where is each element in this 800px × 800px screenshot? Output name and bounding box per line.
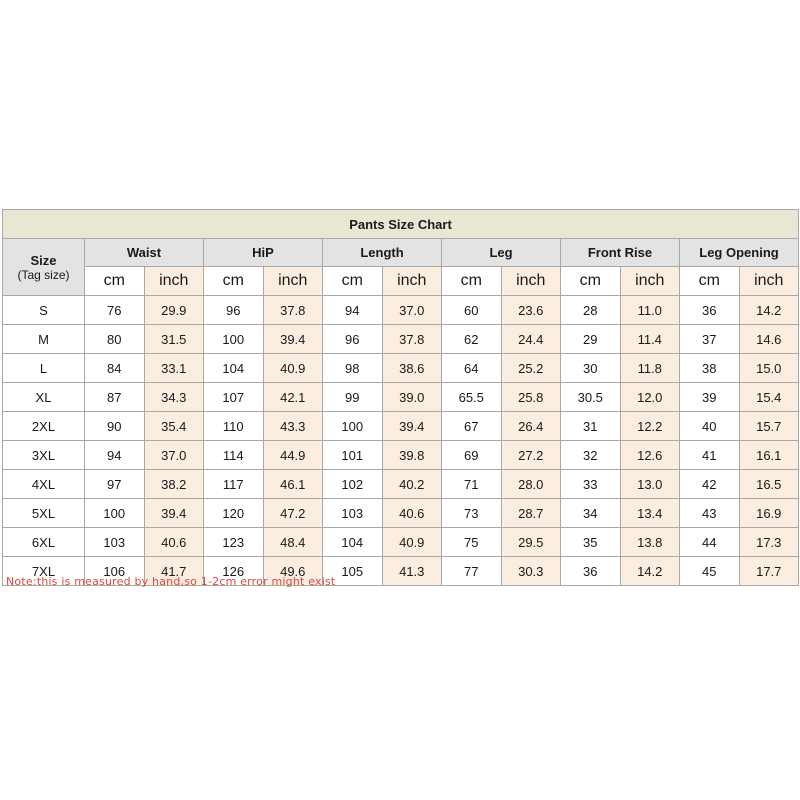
inch-value-cell: 28.7 <box>501 499 561 528</box>
cm-value-cell: 75 <box>442 528 502 557</box>
inch-value-cell: 26.4 <box>501 412 561 441</box>
cm-value-cell: 94 <box>323 296 383 325</box>
inch-value-cell: 14.6 <box>739 325 799 354</box>
unit-inch: inch <box>501 267 561 296</box>
table-row <box>3 470 799 499</box>
cm-value-cell: 30.5 <box>561 383 621 412</box>
cm-value-cell: 110 <box>204 412 264 441</box>
cm-value-cell: 120 <box>204 499 264 528</box>
cm-value-cell: 84 <box>85 354 145 383</box>
cm-value-cell: 100 <box>204 325 264 354</box>
cm-value-cell: 103 <box>85 528 145 557</box>
cm-value-cell: 117 <box>204 470 264 499</box>
size-cell: L <box>3 354 85 383</box>
inch-value-cell: 29.5 <box>501 528 561 557</box>
inch-value-cell: 30.3 <box>501 557 561 586</box>
inch-value-cell: 37.8 <box>382 325 442 354</box>
inch-value-cell: 15.4 <box>739 383 799 412</box>
unit-inch: inch <box>620 267 680 296</box>
inch-value-cell: 27.2 <box>501 441 561 470</box>
cm-value-cell: 29 <box>561 325 621 354</box>
inch-value-cell: 39.4 <box>382 412 442 441</box>
chart-title: Pants Size Chart <box>3 210 799 239</box>
cm-value-cell: 62 <box>442 325 502 354</box>
size-cell: 7XL <box>3 557 85 586</box>
unit-header-row <box>3 267 799 296</box>
cm-value-cell: 97 <box>85 470 145 499</box>
size-cell: 3XL <box>3 441 85 470</box>
group-header-front-rise: Front Rise <box>561 239 680 267</box>
cm-value-cell: 90 <box>85 412 145 441</box>
inch-value-cell: 23.6 <box>501 296 561 325</box>
inch-value-cell: 12.6 <box>620 441 680 470</box>
cm-value-cell: 73 <box>442 499 502 528</box>
inch-value-cell: 29.9 <box>144 296 204 325</box>
inch-value-cell: 15.7 <box>739 412 799 441</box>
inch-value-cell: 37.0 <box>144 441 204 470</box>
size-cell: M <box>3 325 85 354</box>
cm-value-cell: 101 <box>323 441 383 470</box>
measurement-note: Note:this is measured by hand,so 1-2cm error might exist <box>6 575 336 588</box>
size-rows <box>3 296 799 586</box>
cm-value-cell: 28 <box>561 296 621 325</box>
inch-value-cell: 14.2 <box>620 557 680 586</box>
table-row <box>3 441 799 470</box>
cm-value-cell: 64 <box>442 354 502 383</box>
inch-value-cell: 11.8 <box>620 354 680 383</box>
cm-value-cell: 76 <box>85 296 145 325</box>
cm-value-cell: 107 <box>204 383 264 412</box>
cm-value-cell: 69 <box>442 441 502 470</box>
group-header-row <box>3 239 799 267</box>
inch-value-cell: 39.4 <box>263 325 323 354</box>
unit-cm: cm <box>85 267 145 296</box>
group-header-hip: HiP <box>204 239 323 267</box>
cm-value-cell: 38 <box>680 354 740 383</box>
table-row <box>3 296 799 325</box>
size-header-label: Size <box>30 252 57 268</box>
inch-value-cell: 34.3 <box>144 383 204 412</box>
unit-inch: inch <box>382 267 442 296</box>
size-cell: 5XL <box>3 499 85 528</box>
unit-cm: cm <box>323 267 383 296</box>
inch-value-cell: 49.6 <box>263 557 323 586</box>
title-row <box>3 210 799 239</box>
inch-value-cell: 43.3 <box>263 412 323 441</box>
cm-value-cell: 37 <box>680 325 740 354</box>
table-row <box>3 354 799 383</box>
inch-value-cell: 37.8 <box>263 296 323 325</box>
inch-value-cell: 13.0 <box>620 470 680 499</box>
size-cell: S <box>3 296 85 325</box>
cm-value-cell: 65.5 <box>442 383 502 412</box>
inch-value-cell: 11.4 <box>620 325 680 354</box>
cm-value-cell: 42 <box>680 470 740 499</box>
cm-value-cell: 33 <box>561 470 621 499</box>
group-header-waist: Waist <box>85 239 204 267</box>
cm-value-cell: 94 <box>85 441 145 470</box>
inch-value-cell: 33.1 <box>144 354 204 383</box>
cm-value-cell: 126 <box>204 557 264 586</box>
cm-value-cell: 103 <box>323 499 383 528</box>
inch-value-cell: 25.2 <box>501 354 561 383</box>
cm-value-cell: 35 <box>561 528 621 557</box>
inch-value-cell: 13.4 <box>620 499 680 528</box>
inch-value-cell: 40.9 <box>382 528 442 557</box>
inch-value-cell: 11.0 <box>620 296 680 325</box>
inch-value-cell: 40.6 <box>382 499 442 528</box>
cm-value-cell: 60 <box>442 296 502 325</box>
table-row <box>3 383 799 412</box>
unit-cm: cm <box>561 267 621 296</box>
inch-value-cell: 17.3 <box>739 528 799 557</box>
cm-value-cell: 44 <box>680 528 740 557</box>
table-row <box>3 499 799 528</box>
cm-value-cell: 36 <box>561 557 621 586</box>
group-header-length: Length <box>323 239 442 267</box>
cm-value-cell: 43 <box>680 499 740 528</box>
inch-value-cell: 15.0 <box>739 354 799 383</box>
cm-value-cell: 98 <box>323 354 383 383</box>
inch-value-cell: 12.2 <box>620 412 680 441</box>
cm-value-cell: 34 <box>561 499 621 528</box>
unit-inch: inch <box>739 267 799 296</box>
cm-value-cell: 67 <box>442 412 502 441</box>
inch-value-cell: 12.0 <box>620 383 680 412</box>
cm-value-cell: 39 <box>680 383 740 412</box>
cm-value-cell: 96 <box>323 325 383 354</box>
inch-value-cell: 46.1 <box>263 470 323 499</box>
size-header <box>3 239 85 296</box>
inch-value-cell: 40.2 <box>382 470 442 499</box>
inch-value-cell: 39.4 <box>144 499 204 528</box>
size-cell: XL <box>3 383 85 412</box>
inch-value-cell: 41.7 <box>144 557 204 586</box>
inch-value-cell: 40.6 <box>144 528 204 557</box>
inch-value-cell: 16.5 <box>739 470 799 499</box>
size-cell: 2XL <box>3 412 85 441</box>
inch-value-cell: 14.2 <box>739 296 799 325</box>
inch-value-cell: 25.8 <box>501 383 561 412</box>
cm-value-cell: 100 <box>323 412 383 441</box>
cm-value-cell: 96 <box>204 296 264 325</box>
cm-value-cell: 99 <box>323 383 383 412</box>
group-header-leg: Leg <box>442 239 561 267</box>
unit-inch: inch <box>263 267 323 296</box>
cm-value-cell: 104 <box>204 354 264 383</box>
cm-value-cell: 102 <box>323 470 383 499</box>
inch-value-cell: 42.1 <box>263 383 323 412</box>
cm-value-cell: 114 <box>204 441 264 470</box>
inch-value-cell: 47.2 <box>263 499 323 528</box>
inch-value-cell: 31.5 <box>144 325 204 354</box>
size-header-sub: (Tag size) <box>17 267 70 282</box>
pants-size-chart <box>2 209 798 586</box>
cm-value-cell: 104 <box>323 528 383 557</box>
size-table <box>2 209 799 586</box>
inch-value-cell: 37.0 <box>382 296 442 325</box>
cm-value-cell: 30 <box>561 354 621 383</box>
cm-value-cell: 106 <box>85 557 145 586</box>
unit-cm: cm <box>204 267 264 296</box>
size-cell: 4XL <box>3 470 85 499</box>
inch-value-cell: 35.4 <box>144 412 204 441</box>
cm-value-cell: 123 <box>204 528 264 557</box>
inch-value-cell: 48.4 <box>263 528 323 557</box>
cm-value-cell: 36 <box>680 296 740 325</box>
cm-value-cell: 45 <box>680 557 740 586</box>
inch-value-cell: 41.3 <box>382 557 442 586</box>
inch-value-cell: 17.7 <box>739 557 799 586</box>
cm-value-cell: 40 <box>680 412 740 441</box>
inch-value-cell: 39.8 <box>382 441 442 470</box>
cm-value-cell: 87 <box>85 383 145 412</box>
group-header-leg-opening: Leg Opening <box>680 239 799 267</box>
inch-value-cell: 16.9 <box>739 499 799 528</box>
inch-value-cell: 38.6 <box>382 354 442 383</box>
inch-value-cell: 16.1 <box>739 441 799 470</box>
inch-value-cell: 13.8 <box>620 528 680 557</box>
size-cell: 6XL <box>3 528 85 557</box>
unit-cm: cm <box>680 267 740 296</box>
cm-value-cell: 105 <box>323 557 383 586</box>
cm-value-cell: 41 <box>680 441 740 470</box>
inch-value-cell: 28.0 <box>501 470 561 499</box>
cm-value-cell: 31 <box>561 412 621 441</box>
cm-value-cell: 77 <box>442 557 502 586</box>
table-row <box>3 325 799 354</box>
unit-cm: cm <box>442 267 502 296</box>
table-row <box>3 412 799 441</box>
cm-value-cell: 80 <box>85 325 145 354</box>
inch-value-cell: 39.0 <box>382 383 442 412</box>
cm-value-cell: 100 <box>85 499 145 528</box>
inch-value-cell: 24.4 <box>501 325 561 354</box>
inch-value-cell: 44.9 <box>263 441 323 470</box>
table-row <box>3 528 799 557</box>
unit-inch: inch <box>144 267 204 296</box>
inch-value-cell: 38.2 <box>144 470 204 499</box>
cm-value-cell: 32 <box>561 441 621 470</box>
inch-value-cell: 40.9 <box>263 354 323 383</box>
cm-value-cell: 71 <box>442 470 502 499</box>
